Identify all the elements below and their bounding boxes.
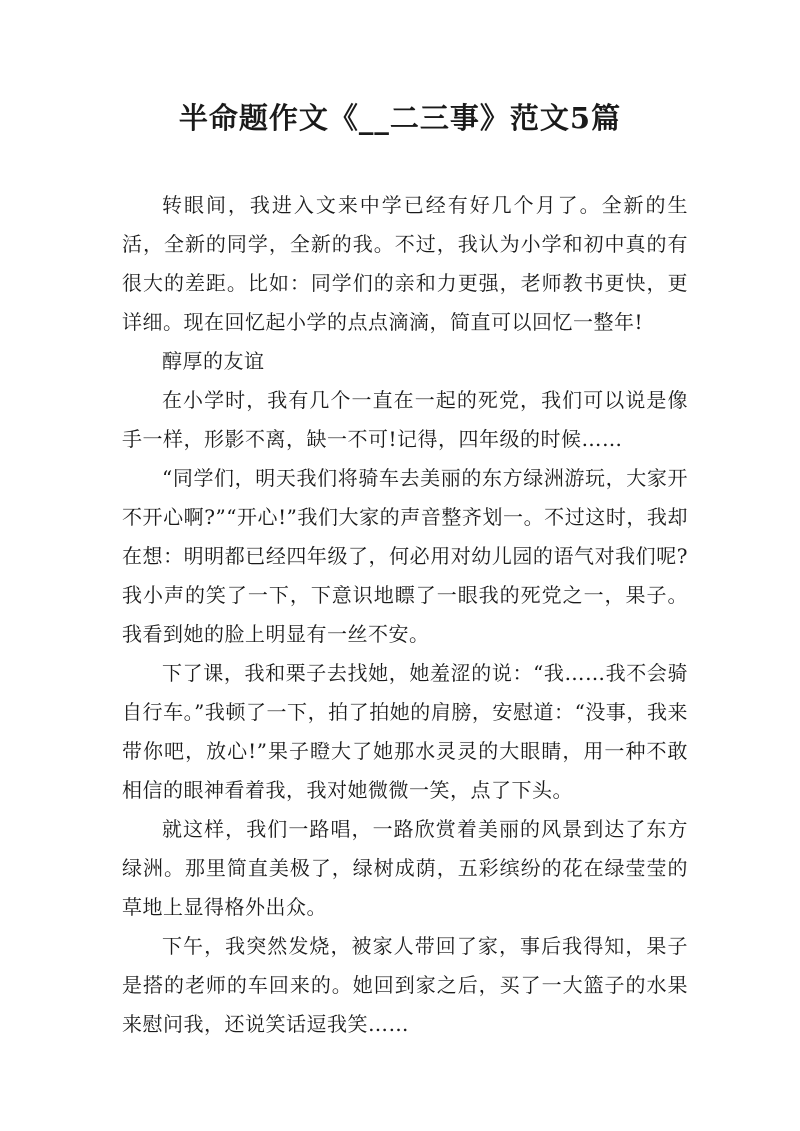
section-heading: 醇厚的友谊 [162, 349, 265, 373]
document-title: 半命题作文《__二三事》范文5篇 [178, 101, 622, 135]
paragraph-intro: 转眼间，我进入文来中学已经有好几个月了。全新的生活，全新的同学，全新的我。不过，我认为小学和初中真的有很大的差距。比如：同学们的亲和力更强，老师教书更快，更详细。现在回忆起小学的点点滴滴，简直可以回忆一整年! [122, 193, 688, 334]
paragraph-journey: 就这样，我们一路唱，一路欣赏着美丽的风景到达了东方绿洲。那里简直美极了，绿树成荫，五彩缤纷的花在绿莹莹的草地上显得格外出众。 [122, 817, 688, 919]
document-body [122, 186, 688, 1044]
paragraph-afternoon: 下午，我突然发烧，被家人带回了家，事后我得知，果子是搭的老师的车回来的。她回到家之后，买了一大篮子的水果来慰问我，还说笑话逗我笑…… [122, 934, 688, 1036]
paragraph-teacher-announcement: “同学们，明天我们将骑车去美丽的东方绿洲游玩，大家开不开心啊?”“开心!”我们大家的声音整齐划一。不过这时，我却在想：明明都已经四年级了，何必用对幼儿园的语气对我们呢?我小声的笑了一下，下意识地瞟了一眼我的死党之一，果子。我看到她的脸上明显有一丝不安。 [122, 466, 688, 646]
paragraph-after-class: 下了课，我和栗子去找她，她羞涩的说：“我……我不会骑自行车。”我顿了一下，拍了拍她的肩膀，安慰道：“没事，我来带你吧，放心!”果子瞪大了她那水灵灵的大眼睛，用一种不敢相信的眼神看着我，我对她微微一笑，点了下头。 [122, 661, 688, 802]
paragraph-friends: 在小学时，我有几个一直在一起的死党，我们可以说是像手一样，形影不离，缺一不可!记得，四年级的时候…… [122, 388, 688, 451]
